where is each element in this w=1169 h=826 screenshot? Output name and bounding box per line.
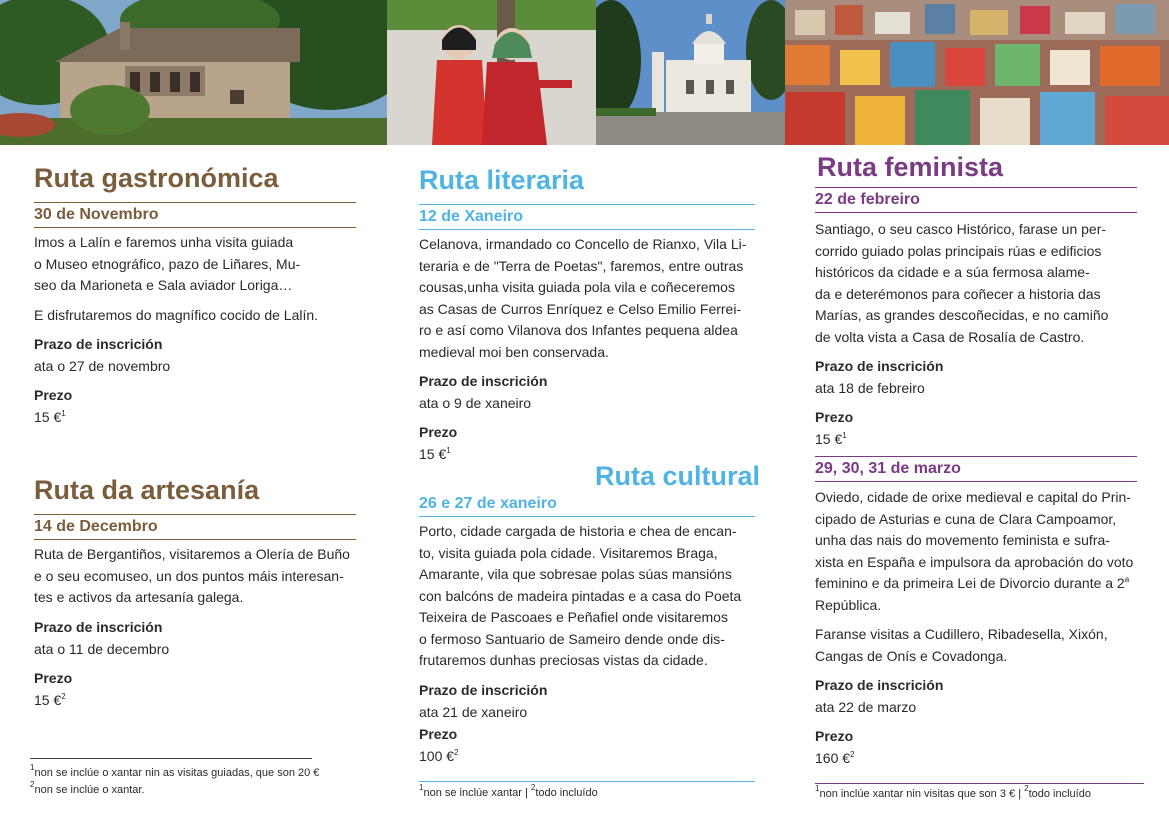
- description-line: to, visita guiada pola cidade. Visitaremos Braga,: [419, 544, 718, 561]
- footnote-col2: $^1$non se inclúe xantar | $^2$todo incluído: [419, 783, 598, 799]
- section-title: Ruta feminista: [817, 152, 1004, 182]
- description-line: Amarante, vila que sobresae polas súas mansións: [419, 566, 732, 582]
- footnote-1: $^1$non se inclúe o xantar nin as visitas guiadas, que son 20 €: [30, 763, 320, 779]
- price-label: Prezo: [419, 424, 458, 440]
- description-line: xista en España e impulsora da aprobación do voto: [815, 553, 1134, 570]
- deadline-value: ata 22 de marzo: [815, 699, 917, 715]
- deadline-value: ata o 27 de novembro: [34, 358, 171, 374]
- description: [815, 487, 1137, 616]
- deadline-label: Prazo de inscrición: [34, 336, 163, 352]
- deadline-label: Prazo de inscrición: [34, 618, 163, 635]
- description-extra: [815, 624, 1137, 667]
- footnotes-col1: [30, 765, 319, 799]
- description-line: República.: [815, 596, 882, 613]
- price-label: Prezo: [815, 409, 854, 425]
- price-value: 15 €$^1$: [34, 409, 66, 425]
- description-line: da e deterémonos para coñecer a historia das: [815, 285, 1101, 302]
- description: [815, 219, 1137, 348]
- deadline-label: Prazo de inscrición: [419, 373, 548, 389]
- description-line: con balcóns de madeira pintadas e a casa do Poeta: [419, 587, 742, 604]
- description-line: seo da Marioneta e Sala aviador Loriga…: [34, 277, 293, 293]
- description-line: o Museo etnográfico, pazo de Liñares, Mu-: [34, 255, 301, 272]
- footnote-rule: [815, 783, 1144, 784]
- description-line: Oviedo, cidade de orixe medieval e capital do Prin-: [815, 489, 1131, 505]
- description-line: feminino e da primeira Lei de Divorcio durante a 2$^a$: [815, 575, 1130, 591]
- description-line: Porto, cidade cargada de historia e chea de encan-: [419, 523, 737, 539]
- price-value: 15 €$^2$: [34, 691, 66, 708]
- deadline-label: Prazo de inscrición: [419, 681, 548, 698]
- description: [419, 234, 755, 363]
- description-line: históricos da cidade e a súa fermosa alame-: [815, 264, 1090, 280]
- description-line: tes e activos da artesanía galega.: [34, 589, 244, 605]
- price-label: Prezo: [815, 728, 854, 744]
- description-line: cipado de Asturias e cuna de Clara Campoamor,: [815, 510, 1117, 527]
- description-line: teraria e de "Terra de Poetas", faremos, entre outras: [419, 257, 744, 274]
- ruta-gastronomica-section: [34, 162, 356, 428]
- deadline-value: ata o 11 de decembro: [34, 640, 170, 657]
- deadline-label: Prazo de inscrición: [815, 358, 944, 374]
- footnote-rule: [419, 781, 755, 782]
- description-line: ro e así como Vilanova dos Infantes pequena aldea: [419, 322, 738, 338]
- description-line: Ruta de Bergantiños, visitaremos a Olería de Buño: [34, 546, 350, 562]
- description-line: Teixeira de Pascoaes e Peñafiel onde visitaremos: [419, 609, 728, 625]
- event-date: 30 de Novembro: [34, 202, 356, 228]
- price-label: Prezo: [34, 387, 73, 403]
- deadline-label: Prazo de inscrición: [815, 677, 944, 693]
- footnote-rule: [30, 758, 312, 759]
- ruta-artesania-section: [34, 474, 356, 711]
- description-line: cousas,unha visita guiada pola vila e coñeceremos: [419, 279, 735, 295]
- price-value: 100 €$^2$: [419, 747, 459, 764]
- deadline-value: ata o 9 de xaneiro: [419, 395, 532, 411]
- section-title: Ruta cultural: [594, 461, 760, 491]
- price-value: 15 €$^1$: [815, 431, 847, 447]
- section-title: Ruta literaria: [419, 165, 585, 195]
- price-value: 15 €$^1$: [419, 446, 451, 462]
- description-line: medieval moi ben conservada.: [419, 343, 609, 360]
- description-line: Faranse visitas a Cudillero, Ribadesella, Xixón,: [815, 626, 1108, 642]
- event-date: 14 de Decembro: [34, 514, 356, 540]
- description-line: Celanova, irmandado co Concello de Rianxo, Vila Li-: [419, 236, 747, 252]
- description-line: Cangas de Onís e Covadonga.: [815, 647, 1008, 664]
- description: [419, 521, 760, 672]
- description-extra: E disfrutaremos do magnífico cocido de Lalín.: [34, 306, 319, 323]
- price-label: Prezo: [419, 725, 458, 742]
- section-title: Ruta gastronómica: [34, 163, 279, 193]
- description: [34, 544, 356, 609]
- description-line: corrido guiado polas principais rúas e edificios: [815, 242, 1102, 259]
- deadline-value: ata 21 de xaneiro: [419, 703, 528, 720]
- description: [34, 232, 356, 297]
- section-title: Ruta da artesanía: [34, 475, 260, 505]
- deadline-value: ata 18 de febreiro: [815, 380, 925, 396]
- footnote-2: $^2$non se inclúe o xantar.: [30, 780, 145, 796]
- sameiro-sanctuary-photo: [596, 0, 785, 145]
- event-date: 12 de Xaneiro: [419, 204, 755, 230]
- description-line: as Casas de Curros Enríquez e Celso Emilio Ferrei-: [419, 300, 742, 317]
- description-line: e o seu ecomuseo, un dos puntos máis interesan-: [34, 567, 344, 584]
- price-value: 160 €$^2$: [815, 750, 855, 766]
- footnote-col3: $^1$non inclúe xantar nin visitas que son 3 € | $^2$todo incluído: [815, 784, 1091, 800]
- event-date: 22 de febreiro: [815, 187, 1137, 213]
- ruta-literaria-section: [419, 164, 755, 465]
- event-date: 26 e 27 de xaneiro: [419, 492, 755, 517]
- description-line: frutaremos dunhas preciosas vistas da cidade.: [419, 652, 708, 668]
- description-line: o fermoso Santuario de Sameiro dende onde dis-: [419, 630, 725, 647]
- description-line: de volta vista a Casa de Rosalía de Castro.: [815, 328, 1085, 345]
- cudillero-houses-photo: [785, 0, 1169, 145]
- marionette-figures-photo: [387, 0, 596, 145]
- description-line: Imos a Lalín e faremos unha visita guiada: [34, 234, 294, 250]
- description-line: Santiago, o seu casco Histórico, farase un per-: [815, 221, 1107, 237]
- pazo-de-linares-photo: [0, 0, 387, 145]
- price-label: Prezo: [34, 669, 73, 686]
- description-line: Marías, as grandes descoñecidas, e no camiño: [815, 307, 1109, 323]
- ruta-cultural-section: [419, 460, 760, 767]
- ruta-feminista-section: [815, 151, 1137, 769]
- description-line: unha das nais do movemento feminista e sufra-: [815, 532, 1110, 548]
- event-date: 29, 30, 31 de marzo: [815, 456, 1137, 482]
